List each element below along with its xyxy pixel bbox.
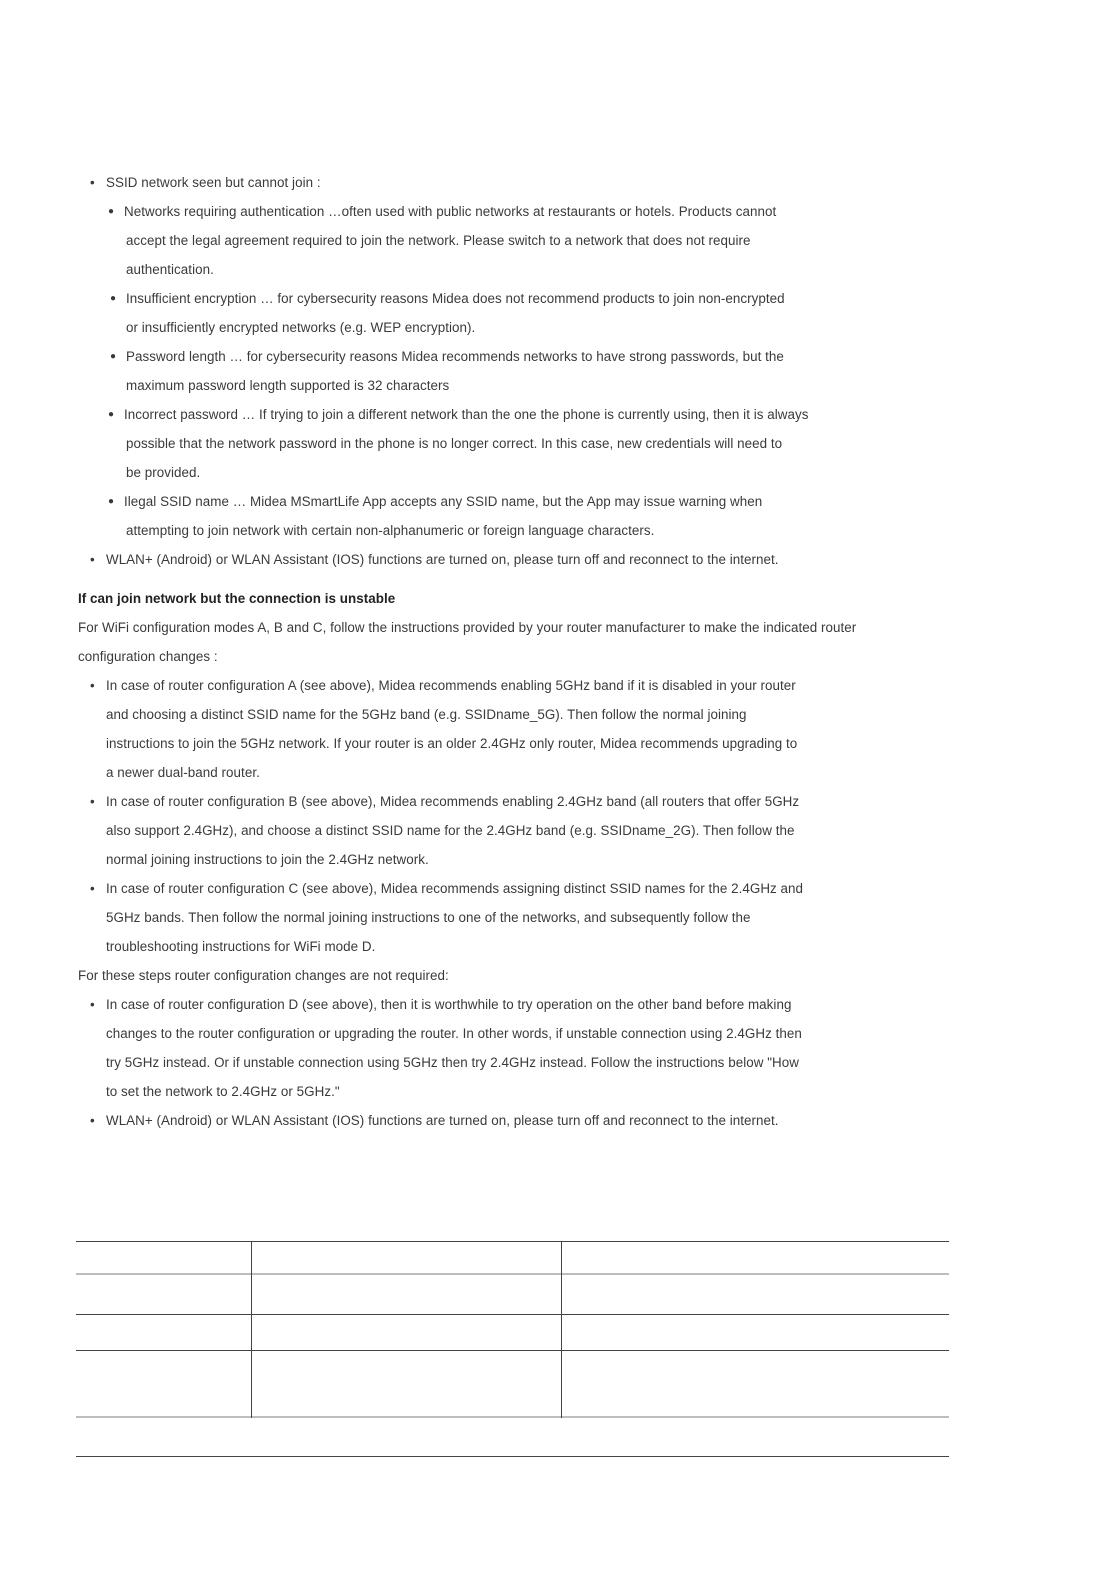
ssid-header — [90, 174, 321, 192]
table-rule — [76, 1273, 949, 1275]
list-item-text: Ilegal SSID name … Midea MSmartLife App accepts any SSID name, but the App may issue warning when — [124, 494, 763, 509]
table-column-divider — [251, 1241, 252, 1418]
bullet: • — [90, 881, 95, 896]
list-item-text: In case of router configuration D (see above), then it is worthwhile to try operation on the other band before making — [106, 997, 792, 1012]
table-rule — [76, 1350, 949, 1351]
ssid-item-illegal-name — [108, 493, 762, 511]
list-item-text: In case of router configuration A (see above), Midea recommends enabling 5GHz band if it is disabled in your router — [106, 678, 796, 693]
wlan-note-text: WLAN+ (Android) or WLAN Assistant (IOS) functions are turned on, please turn off and reconnect to the internet. — [106, 552, 779, 567]
list-item-continuation: and choosing a distinct SSID name for the 5GHz band (e.g. SSIDname_5G). Then follow the normal joining — [106, 707, 747, 722]
list-item-text: Password length … for cybersecurity reasons Midea recommends networks to have strong passwords, but the — [126, 349, 784, 364]
config-d-item — [90, 996, 791, 1014]
list-item-text: In case of router configuration B (see above), Midea recommends enabling 2.4GHz band (all routers that offer 5GHz — [106, 794, 800, 809]
list-item-continuation: or insufficiently encrypted networks (e.g. WEP encryption). — [126, 320, 476, 335]
list-item-continuation: accept the legal agreement required to join the network. Please switch to a network that does not require — [126, 233, 751, 248]
list-item-text: WLAN+ (Android) or WLAN Assistant (IOS) functions are turned on, please turn off and reconnect to the internet. — [106, 1113, 779, 1128]
sub-bullet: ● — [110, 293, 117, 305]
list-item-continuation: 5GHz bands. Then follow the normal joining instructions to one of the networks, and subsequently follow the — [106, 910, 751, 925]
list-item-continuation: possible that the network password in the phone is no longer correct. In this case, new credentials will need to — [126, 436, 783, 451]
list-item-continuation: troubleshooting instructions for WiFi mode D. — [106, 939, 376, 954]
bullet: • — [90, 794, 95, 809]
no-change-intro: For these steps router configuration changes are not required: — [78, 968, 449, 983]
wlan-note — [90, 551, 779, 569]
bullet: • — [90, 1113, 95, 1128]
list-item-continuation: maximum password length supported is 32 characters — [126, 378, 450, 393]
ssid-item-incorrect-password — [108, 406, 809, 424]
section-heading: If can join network but the connection is unstable — [78, 591, 396, 606]
table-rule — [76, 1416, 949, 1418]
ssid-item-encryption — [110, 290, 785, 308]
table-rule — [76, 1314, 949, 1315]
sub-bullet: ● — [108, 496, 115, 508]
sub-bullet: ● — [110, 351, 117, 363]
sub-bullet: ● — [108, 409, 115, 421]
list-item-continuation: normal joining instructions to join the 2.4GHz network. — [106, 852, 429, 867]
list-item-text: Networks requiring authentication …often used with public networks at restaurants or hotels. Products cannot — [124, 204, 777, 219]
ssid-item-password-length — [110, 348, 784, 366]
table-column-divider — [561, 1241, 562, 1418]
intro-text: configuration changes : — [78, 649, 218, 664]
config-a-item — [90, 677, 796, 695]
list-item-continuation: try 5GHz instead. Or if unstable connection using 5GHz then try 2.4GHz instead. Follow the instructions below "How — [106, 1055, 799, 1070]
list-item-text: Insufficient encryption … for cybersecurity reasons Midea does not recommend products to join non-encrypted — [126, 291, 785, 306]
wlan-note-2 — [90, 1112, 779, 1130]
list-item-continuation: authentication. — [126, 262, 214, 277]
list-item-continuation: attempting to join network with certain non-alphanumeric or foreign language characters. — [126, 523, 655, 538]
table-rule — [76, 1456, 949, 1457]
table-rule — [76, 1241, 949, 1242]
list-item-text: In case of router configuration C (see above), Midea recommends assigning distinct SSID names for the 2.4GHz and — [106, 881, 804, 896]
intro-text: For WiFi configuration modes A, B and C, follow the instructions provided by your router manufacturer to make the indicated router — [78, 620, 857, 635]
ssid-item-auth — [108, 203, 776, 221]
bullet: • — [90, 678, 95, 693]
config-c-item — [90, 880, 803, 898]
ssid-header-text: SSID network seen but cannot join : — [106, 175, 321, 190]
list-item-continuation: be provided. — [126, 465, 201, 480]
list-item-continuation: a newer dual-band router. — [106, 765, 260, 780]
sub-bullet: ● — [108, 206, 115, 218]
bullet: • — [90, 175, 95, 190]
bullet: • — [90, 997, 95, 1012]
list-item-continuation: instructions to join the 5GHz network. If your router is an older 2.4GHz only router, Midea recommends upgrading to — [106, 736, 798, 751]
list-item-continuation: to set the network to 2.4GHz or 5GHz." — [106, 1084, 340, 1099]
config-b-item — [90, 793, 799, 811]
list-item-text: Incorrect password … If trying to join a different network than the one the phone is currently using, then it is always — [124, 407, 809, 422]
list-item-continuation: also support 2.4GHz), and choose a distinct SSID name for the 2.4GHz band (e.g. SSIDname_2G). Then follow the — [106, 823, 795, 838]
list-item-continuation: changes to the router configuration or upgrading the router. In other words, if unstable connection using 2.4GHz then — [106, 1026, 802, 1041]
bullet: • — [90, 552, 95, 567]
